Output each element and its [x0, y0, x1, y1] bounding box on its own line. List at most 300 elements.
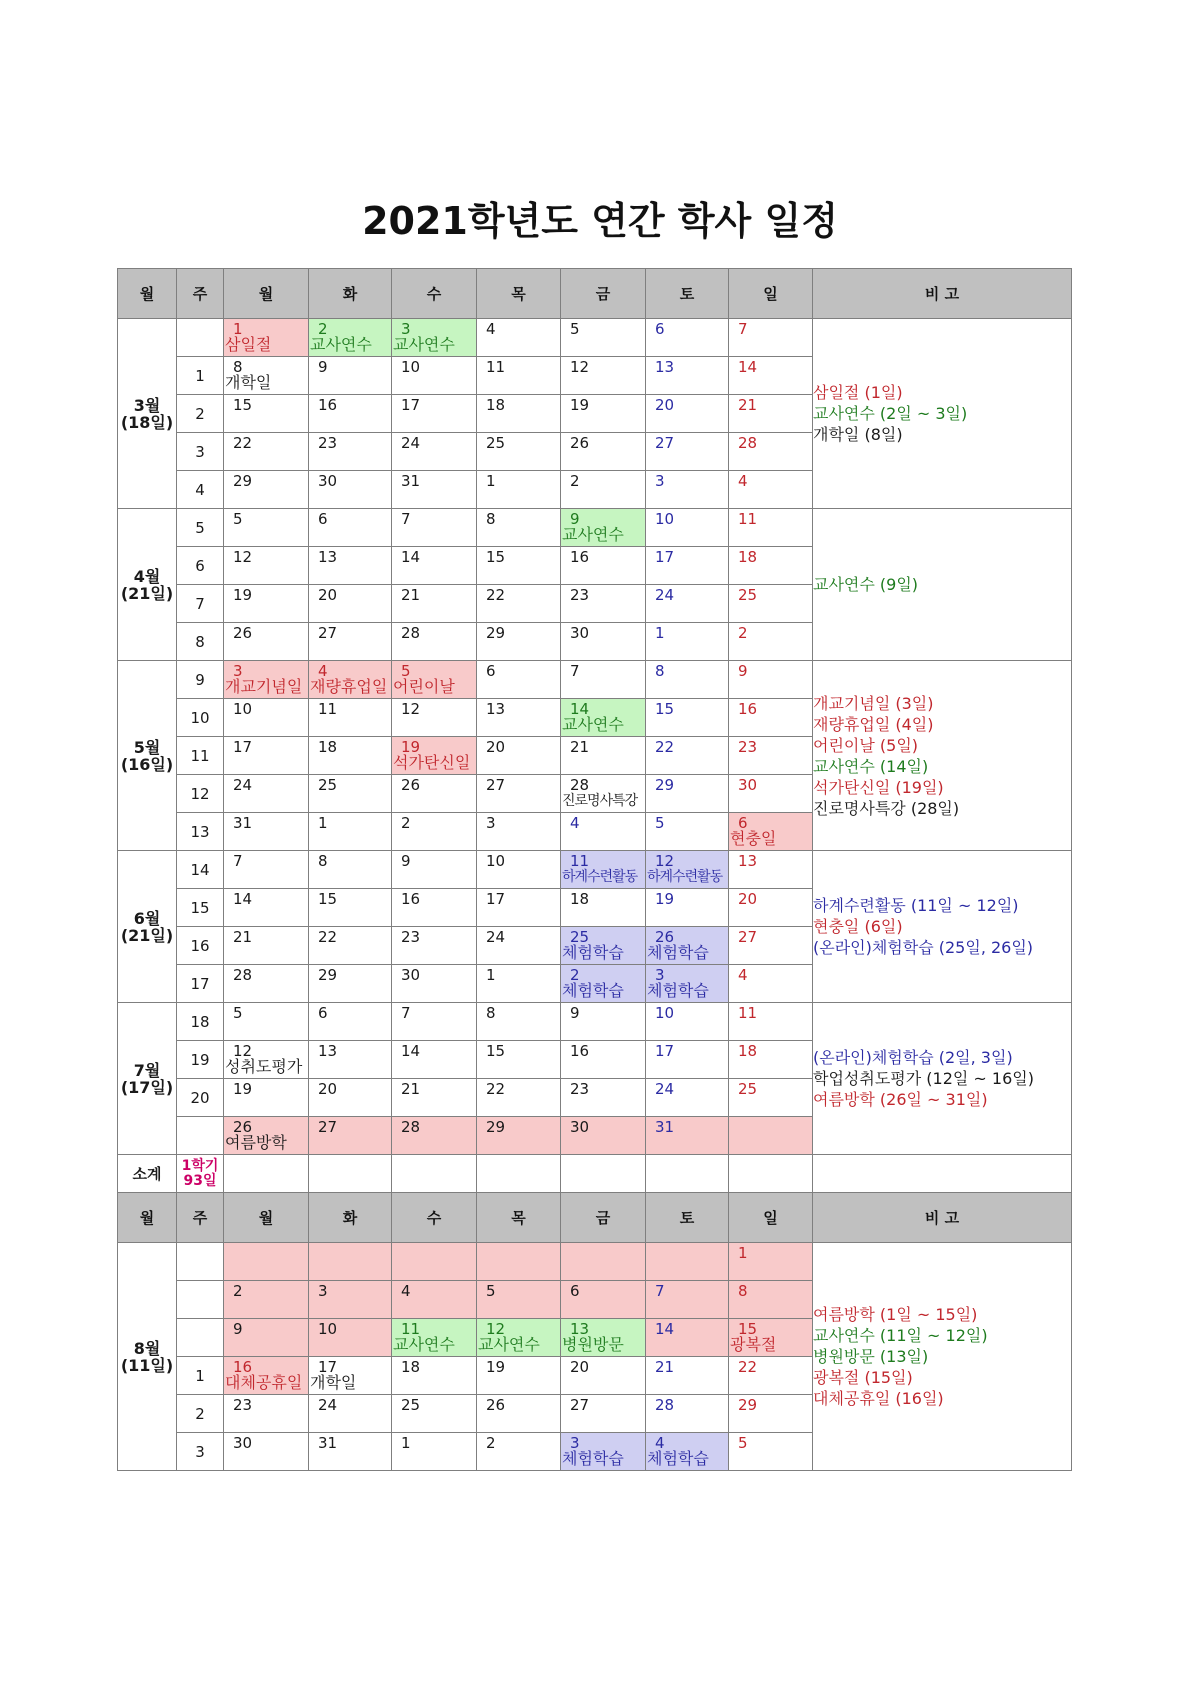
day-number: 23: [318, 434, 338, 452]
day-number: 17: [233, 738, 253, 756]
day-number: 23: [570, 586, 590, 604]
event-label: 교사연수: [562, 525, 624, 544]
day-cell: [309, 965, 392, 1003]
event-label: 교사연수: [478, 1335, 540, 1354]
day-number: 2: [318, 320, 328, 338]
day-cell: [392, 1117, 477, 1155]
day-cell: [392, 1433, 477, 1471]
day-number: 6: [570, 1282, 580, 1300]
header-cell: 주: [177, 1193, 224, 1243]
day-number: 17: [486, 890, 506, 908]
day-number: 16: [738, 700, 758, 718]
day-number: 10: [233, 700, 253, 718]
day-number: 12: [486, 1320, 506, 1338]
day-cell: [224, 1433, 309, 1471]
empty-cell: [392, 1155, 477, 1193]
day-cell: [392, 661, 477, 699]
day-cell: [729, 965, 813, 1003]
week-number: [177, 1117, 224, 1155]
day-number: 23: [401, 928, 421, 946]
month-label: 6월: [133, 908, 161, 928]
day-cell: [729, 813, 813, 851]
note-line: 대체공휴일 (16일): [813, 1389, 944, 1408]
day-cell: [561, 889, 646, 927]
week-number: 15: [177, 889, 224, 927]
day-number: 17: [655, 1042, 675, 1060]
week-number: 7: [177, 585, 224, 623]
day-number: 4: [738, 472, 748, 490]
day-number: 21: [738, 396, 758, 414]
day-number: 25: [401, 1396, 421, 1414]
day-cell: [561, 623, 646, 661]
day-number: 6: [318, 510, 328, 528]
empty-cell: [561, 1155, 646, 1193]
week-number: 2: [177, 1395, 224, 1433]
day-cell: [309, 851, 392, 889]
day-number: 18: [318, 738, 338, 756]
day-cell: [477, 927, 561, 965]
day-number: 10: [486, 852, 506, 870]
event-label: 교사연수: [393, 1335, 455, 1354]
subtotal-label: 소계: [118, 1155, 177, 1193]
month-label: 8월: [133, 1338, 161, 1358]
day-number: 4: [401, 1282, 411, 1300]
day-cell: [224, 1357, 309, 1395]
day-cell: [646, 1243, 729, 1281]
day-number: 29: [318, 966, 338, 984]
day-cell: [477, 319, 561, 357]
day-number: 28: [570, 776, 590, 794]
day-number: 18: [401, 1358, 421, 1376]
day-cell: [646, 585, 729, 623]
day-cell: [224, 1041, 309, 1079]
day-number: 3: [570, 1434, 580, 1452]
day-number: 16: [570, 1042, 590, 1060]
day-number: 13: [486, 700, 506, 718]
day-number: 7: [401, 510, 411, 528]
day-cell: [646, 471, 729, 509]
header-cell: 일: [729, 269, 813, 319]
day-number: 25: [318, 776, 338, 794]
day-number: 11: [738, 510, 758, 528]
event-label: 삼일절: [225, 335, 272, 354]
day-number: 20: [486, 738, 506, 756]
day-number: 11: [738, 1004, 758, 1022]
day-cell: [646, 1281, 729, 1319]
event-label: 광복절: [730, 1335, 777, 1354]
day-cell: [477, 509, 561, 547]
day-cell: [561, 1079, 646, 1117]
schedule-table: [117, 268, 1072, 1471]
note-line: 교사연수 (9일): [813, 575, 919, 594]
day-cell: [309, 357, 392, 395]
day-number: 9: [570, 1004, 580, 1022]
day-cell: [224, 1243, 309, 1281]
day-cell: [392, 851, 477, 889]
day-cell: [729, 319, 813, 357]
day-cell: [224, 471, 309, 509]
week-number: 10: [177, 699, 224, 737]
day-number: 31: [401, 472, 421, 490]
day-cell: [392, 1395, 477, 1433]
day-cell: [646, 1117, 729, 1155]
event-label: 체험학습: [647, 1449, 709, 1468]
day-number: 20: [738, 890, 758, 908]
day-number: 26: [401, 776, 421, 794]
day-number: 20: [570, 1358, 590, 1376]
day-cell: [646, 889, 729, 927]
day-number: 1: [655, 624, 665, 642]
day-number: 16: [570, 548, 590, 566]
day-cell: [561, 775, 646, 813]
day-number: 20: [655, 396, 675, 414]
month-cell: [118, 851, 177, 1003]
day-cell: [224, 661, 309, 699]
day-cell: [392, 1357, 477, 1395]
day-number: 19: [486, 1358, 506, 1376]
day-cell: [477, 1395, 561, 1433]
day-cell: [309, 1003, 392, 1041]
day-number: 15: [233, 396, 253, 414]
event-label: 체험학습: [647, 981, 709, 1000]
day-cell: [392, 699, 477, 737]
day-number: 5: [570, 320, 580, 338]
week-number: 20: [177, 1079, 224, 1117]
notes-cell: [813, 509, 1072, 661]
day-cell: [309, 509, 392, 547]
header-cell: 금: [561, 1193, 646, 1243]
day-cell: [392, 1003, 477, 1041]
day-number: 3: [655, 966, 665, 984]
day-number: 6: [486, 662, 496, 680]
day-number: 7: [570, 662, 580, 680]
day-cell: [392, 1079, 477, 1117]
week-row: [118, 319, 1072, 357]
day-cell: [729, 1433, 813, 1471]
week-number: [177, 1319, 224, 1357]
day-cell: [224, 395, 309, 433]
header-cell: 월: [224, 269, 309, 319]
day-cell: [477, 1281, 561, 1319]
day-cell: [392, 471, 477, 509]
event-label: 어린이날: [393, 677, 455, 696]
day-number: 29: [486, 624, 506, 642]
day-number: 28: [233, 966, 253, 984]
day-number: 3: [655, 472, 665, 490]
day-number: 30: [570, 624, 590, 642]
event-label: 교사연수: [562, 715, 624, 734]
day-number: 2: [401, 814, 411, 832]
day-number: 29: [233, 472, 253, 490]
day-cell: [309, 623, 392, 661]
day-number: 18: [738, 548, 758, 566]
month-label: 4월: [133, 566, 161, 586]
header-cell: 월: [224, 1193, 309, 1243]
empty-cell: [309, 1155, 392, 1193]
day-number: 27: [570, 1396, 590, 1414]
day-number: 28: [738, 434, 758, 452]
day-number: 21: [401, 586, 421, 604]
month-cell: [118, 1243, 177, 1471]
event-label: 교사연수: [310, 335, 372, 354]
day-cell: [477, 813, 561, 851]
event-label: 체험학습: [562, 943, 624, 962]
day-cell: [477, 357, 561, 395]
day-number: 2: [570, 472, 580, 490]
day-number: 13: [570, 1320, 590, 1338]
day-cell: [729, 927, 813, 965]
day-number: 25: [570, 928, 590, 946]
day-cell: [729, 1319, 813, 1357]
week-number: 19: [177, 1041, 224, 1079]
day-cell: [477, 851, 561, 889]
day-cell: [309, 661, 392, 699]
day-number: 17: [401, 396, 421, 414]
day-cell: [729, 547, 813, 585]
day-cell: [561, 433, 646, 471]
day-number: 5: [401, 662, 411, 680]
day-cell: [477, 1003, 561, 1041]
day-number: 31: [318, 1434, 338, 1452]
day-number: 9: [318, 358, 328, 376]
day-cell: [224, 1117, 309, 1155]
day-number: 1: [318, 814, 328, 832]
subtotal-row: [118, 1155, 1072, 1193]
day-number: 31: [233, 814, 253, 832]
day-cell: [309, 1319, 392, 1357]
notes-cell: [813, 1003, 1072, 1155]
day-number: 3: [318, 1282, 328, 1300]
day-number: 4: [318, 662, 328, 680]
note-line: 학업성취도평가 (12일 ~ 16일): [813, 1069, 1034, 1088]
week-number: 12: [177, 775, 224, 813]
day-number: 18: [738, 1042, 758, 1060]
day-cell: [224, 433, 309, 471]
event-label: 개학일: [225, 373, 272, 392]
day-number: 23: [570, 1080, 590, 1098]
day-cell: [561, 1003, 646, 1041]
day-number: 9: [738, 662, 748, 680]
day-cell: [729, 737, 813, 775]
day-number: 8: [738, 1282, 748, 1300]
month-day-count: (21일): [120, 583, 174, 603]
header-row: [118, 1193, 1072, 1243]
day-cell: [646, 357, 729, 395]
day-number: 16: [318, 396, 338, 414]
day-number: 8: [486, 510, 496, 528]
day-number: 18: [486, 396, 506, 414]
day-cell: [477, 1357, 561, 1395]
day-number: 27: [318, 1118, 338, 1136]
day-number: 12: [233, 1042, 253, 1060]
semester-day-count: 93일: [183, 1172, 217, 1189]
day-cell: [309, 1117, 392, 1155]
day-number: 23: [233, 1396, 253, 1414]
week-number: [177, 1281, 224, 1319]
day-number: 26: [570, 434, 590, 452]
month-cell: [118, 319, 177, 509]
month-day-count: (17일): [120, 1077, 174, 1097]
day-cell: [224, 319, 309, 357]
note-line: 진로명사특강 (28일): [813, 798, 960, 818]
day-cell: [729, 661, 813, 699]
empty-cell: [646, 1155, 729, 1193]
day-cell: [309, 433, 392, 471]
month-label: 7월: [133, 1060, 161, 1080]
day-cell: [224, 1281, 309, 1319]
day-cell: [729, 471, 813, 509]
day-number: 1: [738, 1244, 748, 1262]
day-number: 1: [486, 966, 496, 984]
day-number: 25: [738, 1080, 758, 1098]
day-number: 14: [570, 700, 590, 718]
day-number: 5: [233, 1004, 243, 1022]
header-cell: 화: [309, 1193, 392, 1243]
day-cell: [646, 509, 729, 547]
day-cell: [477, 1117, 561, 1155]
day-cell: [646, 813, 729, 851]
day-cell: [309, 395, 392, 433]
day-cell: [477, 623, 561, 661]
notes-cell: [813, 319, 1072, 509]
day-number: 11: [486, 358, 506, 376]
semester-label: 1학기: [181, 1157, 219, 1174]
event-label: 하계수련활동: [562, 869, 638, 885]
note-line: 교사연수 (2일 ~ 3일): [813, 404, 968, 423]
day-number: 24: [655, 586, 675, 604]
day-cell: [309, 775, 392, 813]
day-number: 14: [401, 1042, 421, 1060]
day-cell: [392, 889, 477, 927]
day-number: 26: [655, 928, 675, 946]
day-cell: [729, 699, 813, 737]
note-line: 여름방학 (1일 ~ 15일): [813, 1305, 978, 1324]
day-cell: [729, 1117, 813, 1155]
header-cell: 월: [118, 1193, 177, 1243]
header-cell: 토: [646, 1193, 729, 1243]
day-cell: [729, 623, 813, 661]
day-number: 29: [486, 1118, 506, 1136]
day-cell: [477, 1433, 561, 1471]
day-number: 11: [401, 1320, 421, 1338]
day-cell: [392, 775, 477, 813]
day-number: 6: [738, 814, 748, 832]
day-cell: [309, 1281, 392, 1319]
day-number: 26: [233, 1118, 253, 1136]
day-number: 11: [318, 700, 338, 718]
day-cell: [477, 1041, 561, 1079]
month-cell: [118, 509, 177, 661]
day-number: 8: [318, 852, 328, 870]
week-number: 17: [177, 965, 224, 1003]
event-label: 진로명사특강: [562, 793, 638, 809]
header-cell: 금: [561, 269, 646, 319]
day-number: 22: [655, 738, 675, 756]
day-cell: [646, 1357, 729, 1395]
day-cell: [477, 661, 561, 699]
day-cell: [729, 851, 813, 889]
day-number: 14: [655, 1320, 675, 1338]
header-row: [118, 269, 1072, 319]
day-cell: [477, 433, 561, 471]
day-number: 10: [318, 1320, 338, 1338]
week-row: [118, 1003, 1072, 1041]
day-cell: [729, 357, 813, 395]
day-cell: [729, 1243, 813, 1281]
week-number: 1: [177, 357, 224, 395]
day-cell: [309, 889, 392, 927]
day-cell: [646, 699, 729, 737]
day-cell: [224, 699, 309, 737]
event-label: 재량휴업일: [310, 677, 388, 696]
note-line: 하계수련활동 (11일 ~ 12일): [813, 896, 1019, 915]
day-number: 14: [401, 548, 421, 566]
day-number: 24: [233, 776, 253, 794]
day-cell: [392, 585, 477, 623]
note-line: 현충일 (6일): [813, 917, 903, 936]
day-cell: [224, 851, 309, 889]
day-cell: [392, 509, 477, 547]
day-number: 24: [318, 1396, 338, 1414]
day-cell: [646, 433, 729, 471]
month-cell: [118, 661, 177, 851]
day-cell: [561, 699, 646, 737]
month-day-count: (18일): [120, 412, 174, 432]
day-cell: [392, 357, 477, 395]
week-number: 1: [177, 1357, 224, 1395]
note-line: 개교기념일 (3일): [813, 693, 934, 713]
day-number: 16: [233, 1358, 253, 1376]
header-cell: 토: [646, 269, 729, 319]
day-cell: [392, 965, 477, 1003]
event-label: 개학일: [310, 1373, 357, 1392]
header-cell: 월: [118, 269, 177, 319]
day-cell: [392, 1041, 477, 1079]
day-number: 4: [486, 320, 496, 338]
day-number: 17: [318, 1358, 338, 1376]
day-number: 22: [486, 1080, 506, 1098]
week-number: 4: [177, 471, 224, 509]
subtotal-value: [177, 1155, 224, 1193]
month-cell: [118, 1003, 177, 1155]
notes-cell: [813, 1243, 1072, 1471]
notes-cell: [813, 661, 1072, 851]
day-cell: [646, 927, 729, 965]
day-cell: [477, 395, 561, 433]
day-number: 5: [486, 1282, 496, 1300]
header-cell: 일: [729, 1193, 813, 1243]
day-number: 9: [570, 510, 580, 528]
day-cell: [729, 509, 813, 547]
week-number: 18: [177, 1003, 224, 1041]
day-cell: [309, 585, 392, 623]
day-number: 21: [570, 738, 590, 756]
day-cell: [477, 889, 561, 927]
note-line: 병원방문 (13일): [813, 1347, 929, 1366]
day-cell: [561, 357, 646, 395]
day-cell: [561, 851, 646, 889]
day-cell: [729, 433, 813, 471]
week-row: [118, 1243, 1072, 1281]
header-cell: 수: [392, 269, 477, 319]
day-cell: [646, 1079, 729, 1117]
week-row: [118, 661, 1072, 699]
day-number: 5: [655, 814, 665, 832]
week-number: [177, 319, 224, 357]
day-cell: [646, 1433, 729, 1471]
day-cell: [309, 1079, 392, 1117]
week-number: 5: [177, 509, 224, 547]
